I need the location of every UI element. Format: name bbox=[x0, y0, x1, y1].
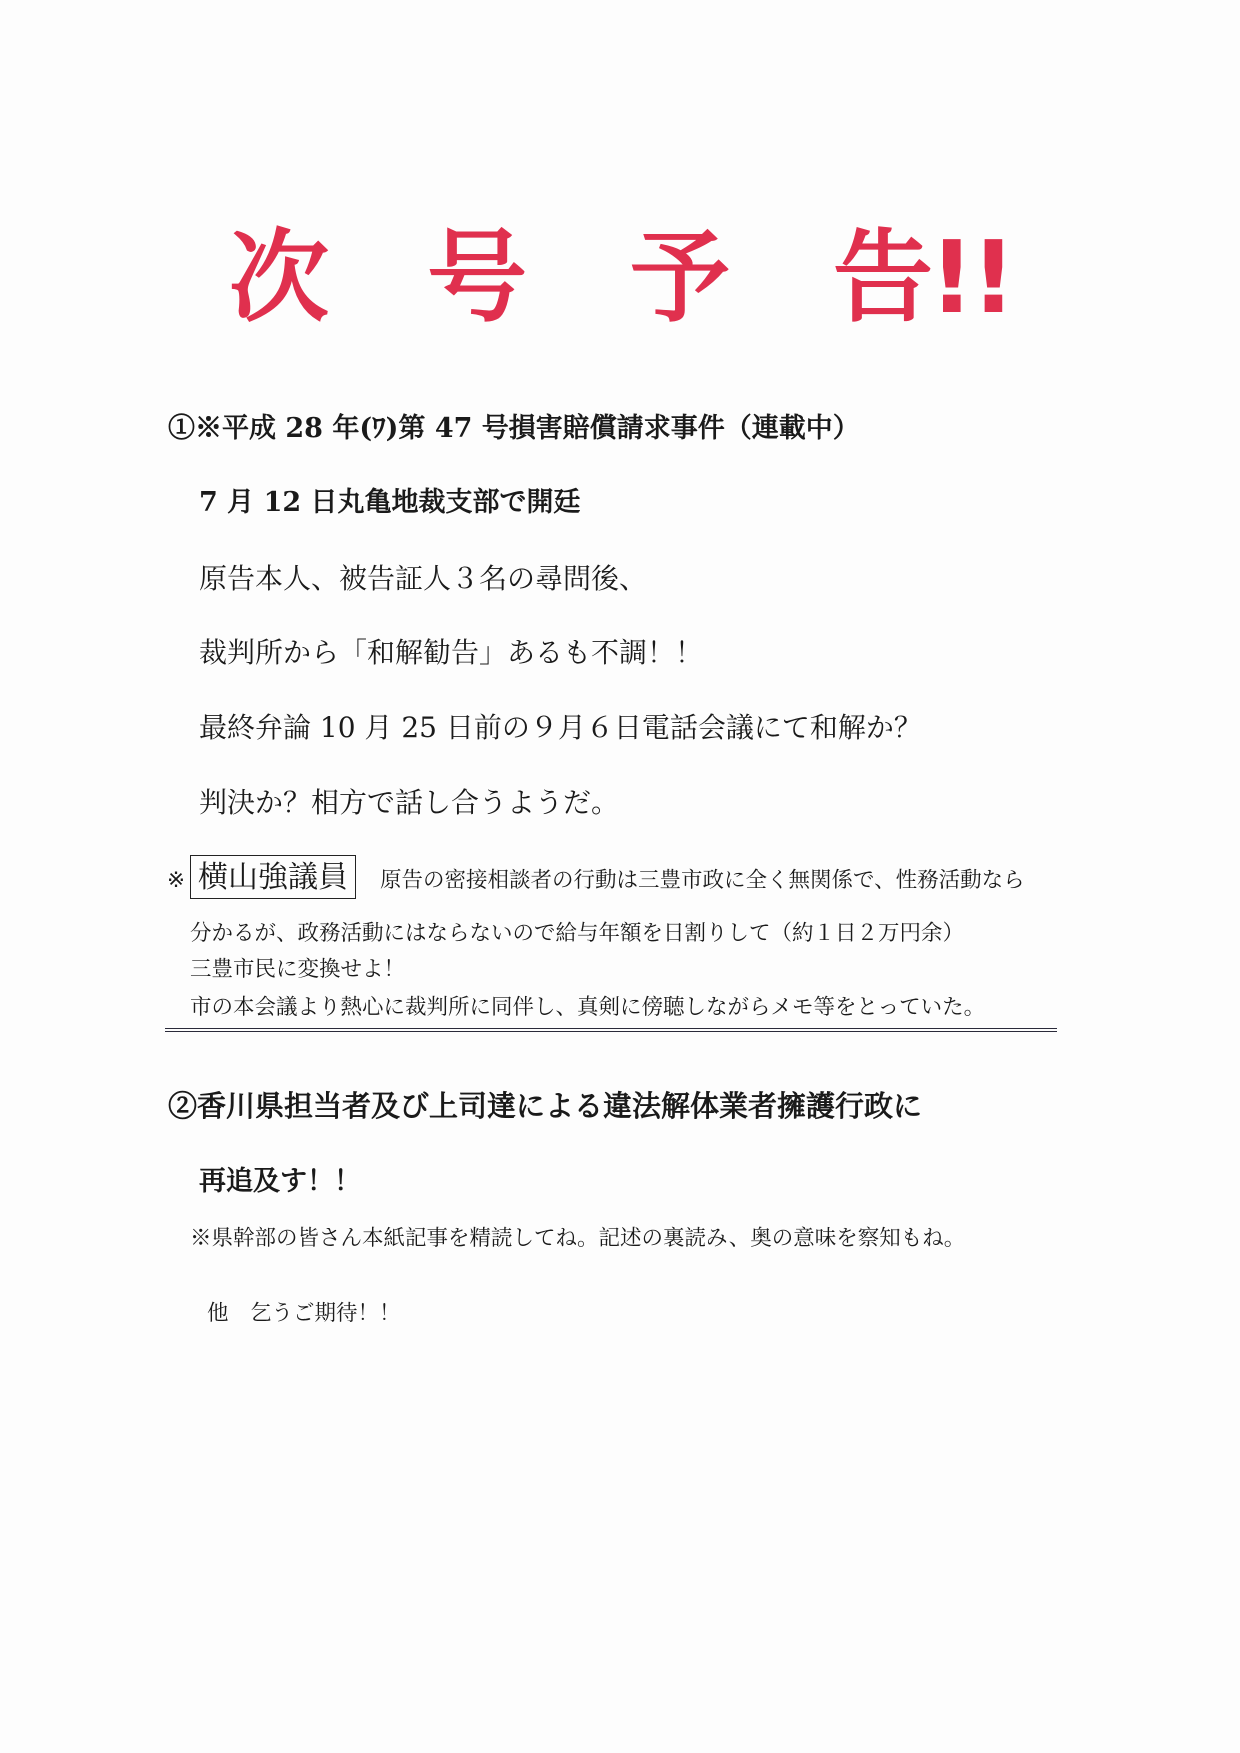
closing-line: 他 乞うご期待！！ bbox=[207, 1301, 401, 1326]
section-2-note: ※県幹部の皆さん本紙記事を精読してね。記述の裏読み、奥の意味を察知もね。 bbox=[190, 1226, 966, 1251]
section-2-heading-cont: 再追及す！！ bbox=[199, 1166, 361, 1197]
name-box: 横山強議員 bbox=[190, 855, 356, 899]
section-1-line: 最終弁論 10 月 25 日前の９月６日電話会議にて和解か？ bbox=[199, 711, 922, 744]
note-mark: ※ bbox=[167, 868, 186, 893]
title-char-3: 予 bbox=[630, 219, 726, 336]
section-1-line: 判決か？相方で話し合うようだ。 bbox=[199, 786, 620, 819]
section-1-line: 裁判所から「和解勧告」あるも不調！！ bbox=[199, 636, 704, 669]
note-line: 分かるが、政務活動にはならないので給与年額を日割りして（約１日２万円余） bbox=[190, 921, 965, 946]
note-line: 三豊市民に変換せよ！ bbox=[190, 957, 406, 982]
section-1-heading: ①※平成 28 年(ﾜ)第 47 号損害賠償請求事件（連載中） bbox=[168, 413, 860, 444]
title-char-2: 号 bbox=[427, 219, 523, 336]
note-line: 市の本会議より熱心に裁判所に同伴し、真剣に傍聴しながらメモ等をとっていた。 bbox=[190, 995, 986, 1020]
section-2-heading: ②香川県担当者及び上司達による違法解体業者擁護行政に bbox=[168, 1089, 923, 1123]
section-1-date-line: 7 月 12 日丸亀地裁支部で開廷 bbox=[199, 487, 581, 518]
title-char-1: 次 bbox=[229, 219, 325, 336]
section-1-line: 原告本人、被告証人３名の尋問後、 bbox=[199, 562, 648, 595]
double-divider bbox=[165, 1028, 1057, 1032]
title-char-4: 告!! bbox=[833, 219, 1013, 336]
note-line: 原告の密接相談者の行動は三豊市政に全く無関係で、性務活動なら bbox=[380, 868, 1025, 893]
